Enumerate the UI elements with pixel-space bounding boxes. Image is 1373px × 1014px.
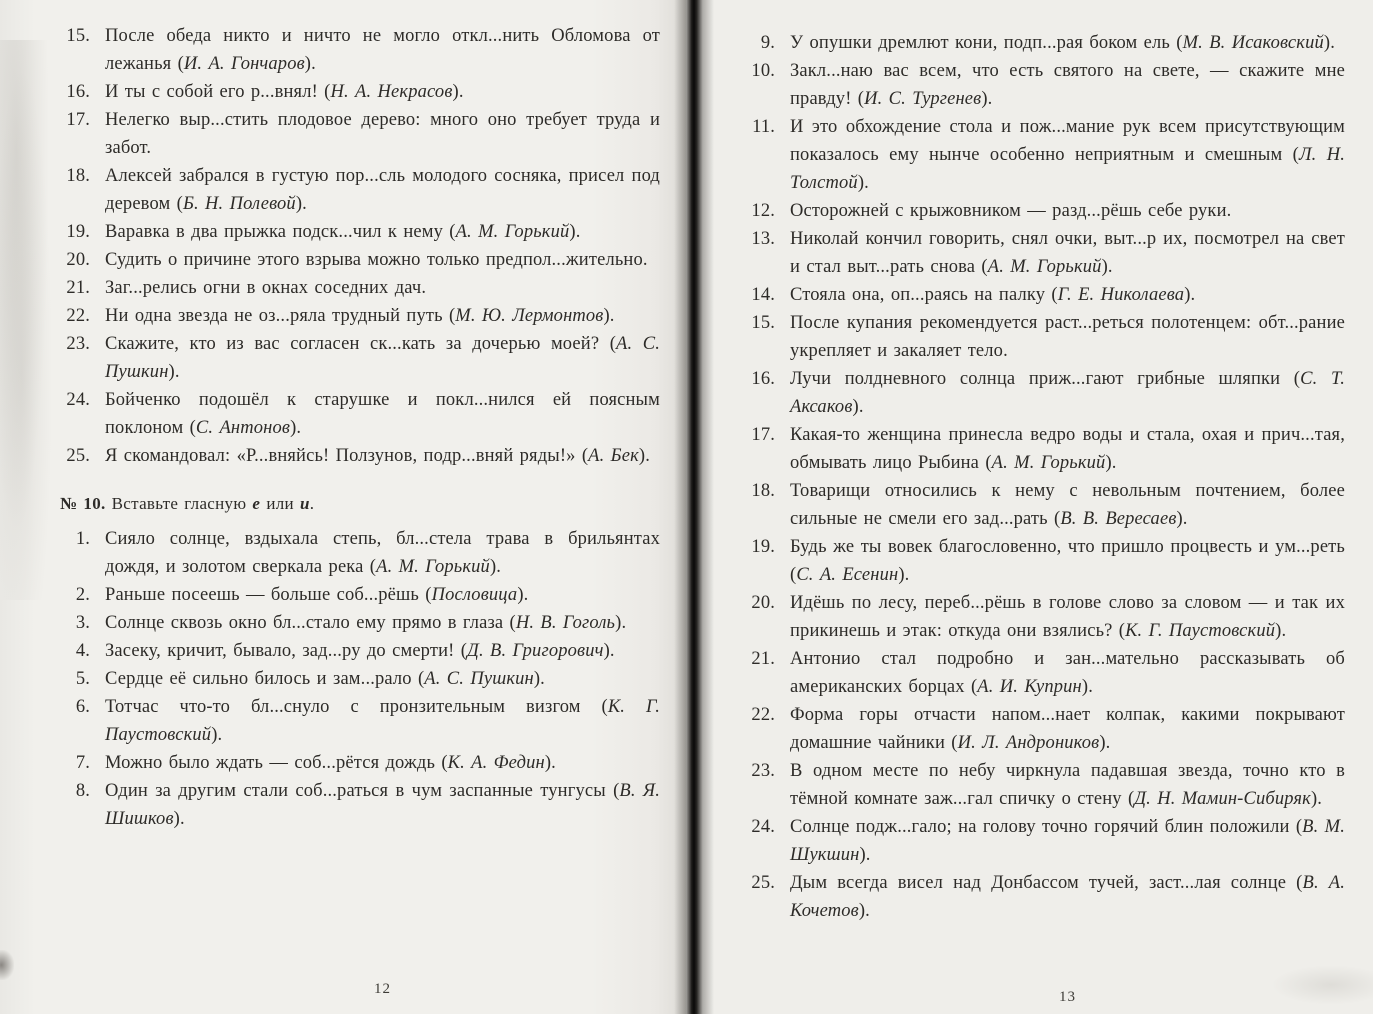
item-text (105, 665, 660, 693)
text-run: Скажите, кто из вас согласен ск...кать за дочерью моей? ( (105, 334, 617, 354)
text-run: ). (544, 753, 556, 773)
item-text (790, 197, 1345, 225)
item-text (105, 22, 660, 78)
text-run: ). (533, 669, 545, 689)
text-run: Раньше посеешь — больше соб...рёшь ( (105, 585, 432, 605)
item-number: 24. (751, 817, 775, 837)
item-text (790, 225, 1345, 281)
item-text (105, 78, 660, 106)
item-number: 22. (66, 306, 90, 326)
item-text (790, 309, 1345, 365)
exercise-item (60, 525, 660, 581)
exercise-item (60, 442, 660, 470)
text-run: ). (1176, 509, 1188, 529)
text-run: ). (858, 901, 870, 921)
text-run: . (309, 494, 315, 513)
text-run: ). (168, 362, 180, 382)
text-run: Н. А. Некрасов (330, 82, 453, 102)
item-text (105, 609, 660, 637)
item-number: 22. (751, 705, 775, 725)
text-run: Вставьте гласную (105, 494, 253, 513)
item-text (790, 757, 1345, 813)
text-run: ). (1081, 677, 1093, 697)
text-run: Солнце сквозь окно бл...стало ему прямо в глаза ( (105, 613, 516, 633)
item-number: 12. (751, 201, 775, 221)
exercise-item (745, 701, 1345, 757)
text-run: А. Бек (588, 446, 639, 466)
text-run: Тотчас что-то бл...снуло с пронзительным визгом ( (105, 697, 608, 717)
page-number: 12 (374, 981, 391, 997)
item-number: 14. (751, 285, 775, 305)
exercise-item (60, 693, 660, 749)
text-run: ). (603, 306, 615, 326)
text-run: Форма горы отчасти напом...нает колпак, какими покрывают домашние чайники ( (790, 705, 1345, 753)
item-text (790, 589, 1345, 645)
text-run: А. С. Пушкин (424, 669, 534, 689)
text-run: ). (603, 641, 615, 661)
item-number: 25. (751, 873, 775, 893)
item-text (105, 302, 660, 330)
text-run: Судить о причине этого взрыва можно только предпол...жительно. (105, 250, 648, 270)
text-run: Б. Н. Полевой (182, 194, 296, 214)
text-run: Заг...релись огни в окнах соседних дач. (105, 278, 427, 298)
exercise-item (745, 645, 1345, 701)
exercise-item (60, 330, 660, 386)
exercise-item (60, 274, 660, 302)
item-text (790, 57, 1345, 113)
item-text (105, 777, 660, 833)
text-run: В. М. Шукшин (790, 817, 1345, 865)
item-number: 6. (75, 697, 90, 717)
text-run: ). (1105, 453, 1117, 473)
exercise-item (745, 589, 1345, 645)
text-run: После купания рекомендуется раст...реться полотенцем: обт...рание укрепляет и закаляет тело. (790, 313, 1345, 361)
item-text (790, 29, 1345, 57)
text-run: С. Т. Аксаков (790, 369, 1346, 417)
text-run: Д. Н. Мамин-Сибиряк (1134, 789, 1311, 809)
left-page-text-column (60, 22, 660, 833)
text-run: Варавка в два прыжка подск...чил к нему ( (105, 222, 456, 242)
scan-artifact (0, 950, 14, 980)
exercise-item (60, 665, 660, 693)
item-text (105, 218, 660, 246)
text-run: ). (1310, 789, 1323, 809)
item-number: 1. (75, 529, 90, 549)
book-gutter (674, 0, 714, 1014)
item-number: 24. (66, 390, 90, 410)
exercise-item (60, 581, 660, 609)
text-run: Николай кончил говорить, снял очки, выт...р их, посмотрел на свет и стал выт...рать снова ( (790, 229, 1345, 277)
item-number: 15. (751, 313, 775, 333)
item-number: 2. (75, 585, 90, 605)
text-run: Лучи полдневного солнца приж...гают грибные шляпки ( (790, 369, 1301, 389)
text-run: Н. В. Гоголь (515, 613, 616, 633)
exercise-item (745, 421, 1345, 477)
exercise-item (60, 162, 660, 218)
text-run: К. А. Федин (447, 753, 545, 773)
text-run: Ни одна звезда не оз...ряла трудный путь ( (105, 306, 456, 326)
exercise-item (745, 477, 1345, 533)
text-run: А. С. Пушкин (105, 334, 661, 382)
exercise-heading (60, 490, 660, 518)
text-run: М. Ю. Лермонтов (455, 306, 604, 326)
text-run: А. М. Горький (376, 557, 490, 577)
text-run: И. С. Тургенев (864, 89, 982, 109)
exercise-item (60, 637, 660, 665)
text-run: Товарищи относились к нему с невольным почтением, более сильные не смели его зад...рать ( (790, 481, 1345, 529)
text-run: и (299, 494, 310, 513)
text-run: Антонио стал подробно и зан...мательно рассказывать об американских борцах ( (790, 649, 1345, 697)
text-run: е (252, 494, 261, 513)
text-run: Стояла она, оп...раясь на палку ( (790, 285, 1058, 305)
item-text (105, 525, 660, 581)
exercise-item (60, 218, 660, 246)
exercise-item (60, 609, 660, 637)
exercise-item (745, 533, 1345, 589)
item-number: 3. (75, 613, 90, 633)
text-run: Можно было ждать — соб...рётся дождь ( (105, 753, 448, 773)
text-run: ). (615, 613, 627, 633)
text-run: А. М. Горький (455, 222, 570, 242)
text-run: В. Я. Шишков (105, 781, 660, 829)
text-run: В. А. Кочетов (790, 873, 1345, 921)
exercise-item (60, 777, 660, 833)
item-text (790, 281, 1345, 309)
text-run: К. Г. Паустовский (1125, 621, 1276, 641)
item-text (105, 330, 660, 386)
text-run: ). (898, 565, 910, 585)
exercise-item (745, 57, 1345, 113)
text-run: ). (295, 194, 307, 214)
item-text (105, 386, 660, 442)
text-run: К. Г. Паустовский (105, 697, 661, 745)
text-run: Сияло солнце, вздыхала степь, бл...стела трава в брильянтах дождя, и золотом сверкала река ( (105, 529, 660, 577)
item-number: 7. (75, 753, 90, 773)
item-text (105, 693, 660, 749)
text-run: Д. В. Григорович (467, 641, 604, 661)
text-run: ). (1184, 285, 1196, 305)
item-number: 23. (751, 761, 775, 781)
text-run: ). (304, 54, 316, 74)
text-run: Будь же ты вовек благословенно, что пришло процвесть и ум...реть ( (790, 537, 1345, 585)
item-text (105, 162, 660, 218)
exercise-item (745, 309, 1345, 365)
item-number: 25. (66, 446, 90, 466)
exercise-item (745, 757, 1345, 813)
text-run: ). (290, 418, 302, 438)
text-run: Закл...наю вас всем, что есть святого на свете, — скажите мне правду! ( (790, 61, 1345, 109)
text-run: М. В. Исаковский (1182, 33, 1324, 53)
text-run: Бойченко подошёл к старушке и покл...нился ей поясным поклоном ( (105, 390, 660, 438)
text-run: А. М. Горький (987, 257, 1102, 277)
text-run: ). (569, 222, 581, 242)
item-number: 17. (751, 425, 775, 445)
item-number: 21. (66, 278, 90, 298)
exercise-item (60, 78, 660, 106)
text-run: И ты с собой его р...внял! ( (105, 82, 331, 102)
item-text (105, 581, 660, 609)
page-number: 13 (1059, 989, 1076, 1005)
item-text (105, 442, 660, 470)
exercise-item (60, 22, 660, 78)
item-number: 20. (751, 593, 775, 613)
text-run: С. А. Есенин (796, 565, 899, 585)
text-run: Один за другим стали соб...раться в чум заспанные тунгусы ( (105, 781, 620, 801)
item-number: 10. (751, 61, 775, 81)
item-number: 11. (752, 117, 775, 137)
exercise-item (60, 302, 660, 330)
right-page (686, 0, 1373, 1014)
item-number: 16. (751, 369, 775, 389)
text-run: ). (173, 809, 185, 829)
text-run: И. Л. Андроников (957, 733, 1100, 753)
item-text (105, 637, 660, 665)
text-run: И. А. Гончаров (183, 54, 305, 74)
item-text (790, 421, 1345, 477)
item-text (790, 113, 1345, 197)
text-run: У опушки дремлют кони, подп...рая боком ель ( (790, 33, 1183, 53)
item-number: 19. (66, 222, 90, 242)
item-number: 20. (66, 250, 90, 270)
exercise-item (745, 813, 1345, 869)
text-run: В одном месте по небу чиркнула падавшая звезда, точно кто в тёмной комнате заж...гал спичку о стену ( (790, 761, 1345, 809)
item-text (790, 813, 1345, 869)
text-run: Идёшь по лесу, переб...рёшь в голове слово за словом — и так их прикинешь и этак: откуда они взялись? ( (790, 593, 1345, 641)
text-run: ). (852, 397, 864, 417)
item-number: 18. (751, 481, 775, 501)
text-run: Я скомандовал: «Р...вняйсь! Ползунов, подр...вняй ряды!» ( (105, 446, 589, 466)
text-run: Какая-то женщина принесла ведро воды и стала, охая и прич...тая, обмывать лицо Рыбина ( (790, 425, 1345, 473)
text-run: В. В. Вересаев (1060, 509, 1177, 529)
text-run: или (260, 494, 300, 513)
text-run: ). (489, 557, 502, 577)
item-text (105, 749, 660, 777)
text-run: А. М. Горький (991, 453, 1106, 473)
text-run: С. Антонов (195, 418, 291, 438)
text-run: И это обхождение стола и пож...мание рук всем присутствующим показалось ему нынче особенно неприятным и смешным ( (790, 117, 1345, 165)
item-number: 16. (66, 82, 90, 102)
text-run: ). (1099, 733, 1111, 753)
text-run: Солнце подж...гало; на голову точно горячий блин положили ( (790, 817, 1303, 837)
text-run: А. И. Куприн (977, 677, 1082, 697)
text-run: ). (1323, 33, 1335, 53)
text-run: Алексей забрался в густую пор...сль молодого сосняка, присел под деревом ( (105, 166, 660, 214)
exercise-item (60, 106, 660, 162)
item-text (105, 106, 660, 162)
text-run: Пословица (431, 585, 518, 605)
text-run: Сердце её сильно билось и зам...рало ( (105, 669, 425, 689)
item-number: 8. (75, 781, 90, 801)
exercise-item (60, 246, 660, 274)
exercise-item (60, 749, 660, 777)
item-number: 18. (66, 166, 90, 186)
text-run: № 10. (60, 494, 106, 513)
text-run: ). (211, 725, 223, 745)
text-run: ). (452, 82, 464, 102)
left-page (0, 0, 686, 1014)
scan-artifact (0, 40, 55, 600)
text-run: После обеда никто и ничто не могло откл...нить Обломова от лежанья ( (105, 26, 660, 74)
text-run: Л. Н. Толстой (790, 145, 1345, 193)
text-run: ). (638, 446, 650, 466)
text-run: ). (517, 585, 529, 605)
item-number: 13. (751, 229, 775, 249)
item-number: 5. (75, 669, 90, 689)
exercise-item (745, 113, 1345, 197)
text-run: Г. Е. Николаева (1057, 285, 1185, 305)
item-text (790, 701, 1345, 757)
item-text (790, 645, 1345, 701)
item-text (790, 365, 1345, 421)
item-number: 9. (760, 33, 775, 53)
exercise-item (745, 365, 1345, 421)
right-page-text-column (745, 29, 1345, 925)
text-run: Дым всегда висел над Донбассом тучей, заст...лая солнце ( (790, 873, 1303, 893)
item-text (790, 477, 1345, 533)
item-number: 4. (75, 641, 90, 661)
text-run: Засеку, кричит, бывало, зад...ру до смерти! ( (105, 641, 468, 661)
item-number: 17. (66, 110, 90, 130)
exercise-item (745, 225, 1345, 281)
text-run: ). (857, 173, 869, 193)
text-run: ). (1101, 257, 1113, 277)
exercise-item (745, 29, 1345, 57)
item-number: 15. (66, 26, 90, 46)
item-number: 23. (66, 334, 90, 354)
exercise-item (745, 197, 1345, 225)
text-run: ). (1275, 621, 1287, 641)
text-run: Нелегко выр...стить плодовое дерево: много оно требует труда и забот. (105, 110, 660, 158)
item-text (790, 869, 1345, 925)
item-text (105, 246, 660, 274)
text-run: ). (859, 845, 871, 865)
exercise-item (745, 869, 1345, 925)
item-number: 21. (751, 649, 775, 669)
text-run: ). (981, 89, 993, 109)
exercise-item (745, 281, 1345, 309)
item-text (105, 274, 660, 302)
text-run: Осторожней с крыжовником — разд...рёшь себе руки. (790, 201, 1232, 221)
item-number: 19. (751, 537, 775, 557)
exercise-item (60, 386, 660, 442)
item-text (790, 533, 1345, 589)
